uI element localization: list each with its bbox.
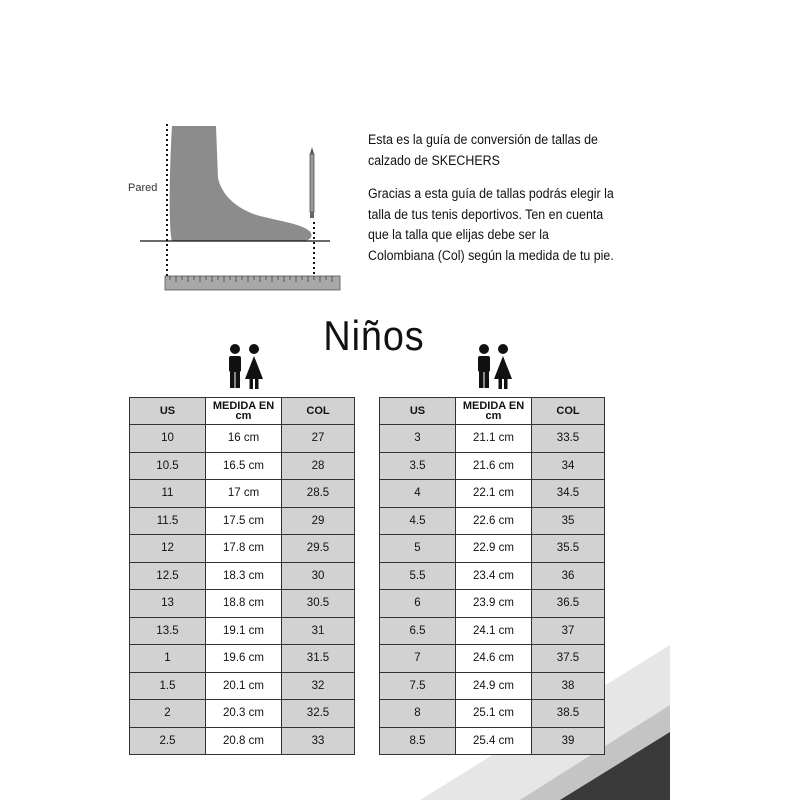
- table-header-row: [130, 398, 355, 425]
- cell-cm: 21.6 cm: [456, 452, 532, 480]
- cell-cm: 19.6 cm: [206, 645, 282, 673]
- cell-cm: 21.1 cm: [456, 425, 532, 453]
- cell-us: 3: [380, 425, 456, 453]
- cell-col: 32.5: [282, 700, 355, 728]
- cell-col: 37.5: [532, 645, 605, 673]
- table-row: [380, 590, 605, 618]
- table-row: [380, 562, 605, 590]
- cell-cm: 18.3 cm: [206, 562, 282, 590]
- cell-col: 30: [282, 562, 355, 590]
- header-us: US: [380, 398, 456, 425]
- cell-us: 4: [380, 480, 456, 508]
- cell-us: 1: [130, 645, 206, 673]
- cell-cm: 25.1 cm: [456, 700, 532, 728]
- cell-col: 35: [532, 507, 605, 535]
- cell-cm: 23.9 cm: [456, 590, 532, 618]
- table-row: [380, 617, 605, 645]
- cell-us: 2.5: [130, 727, 206, 755]
- cell-us: 11: [130, 480, 206, 508]
- wall-label: Pared: [128, 182, 158, 194]
- table-body: [380, 425, 605, 755]
- cell-col: 30.5: [282, 590, 355, 618]
- cell-col: 35.5: [532, 535, 605, 563]
- table-body: [130, 425, 355, 755]
- intro-paragraph-1: Esta es la guía de conversión de tallas de calzado de SKECHERS: [368, 132, 598, 168]
- cell-col: 29.5: [282, 535, 355, 563]
- cell-us: 12: [130, 535, 206, 563]
- cell-col: 38: [532, 672, 605, 700]
- table-row: [380, 425, 605, 453]
- cell-cm: 22.9 cm: [456, 535, 532, 563]
- cell-col: 32: [282, 672, 355, 700]
- cell-cm: 20.3 cm: [206, 700, 282, 728]
- foot-measuring-illustration: [120, 118, 350, 298]
- table-row: [380, 507, 605, 535]
- cell-us: 4.5: [380, 507, 456, 535]
- table-row: [130, 727, 355, 755]
- cell-cm: 24.6 cm: [456, 645, 532, 673]
- table-header-row: [380, 398, 605, 425]
- cell-col: 37: [532, 617, 605, 645]
- table-row: [130, 590, 355, 618]
- table-row: [130, 562, 355, 590]
- cell-cm: 22.1 cm: [456, 480, 532, 508]
- cell-col: 33: [282, 727, 355, 755]
- table-row: [130, 672, 355, 700]
- cell-cm: 24.9 cm: [456, 672, 532, 700]
- cell-col: 28: [282, 452, 355, 480]
- cell-col: 34.5: [532, 480, 605, 508]
- cell-cm: 24.1 cm: [456, 617, 532, 645]
- cell-us: 7: [380, 645, 456, 673]
- table-row: [130, 507, 355, 535]
- intro-paragraph-2: Gracias a esta guía de tallas podrás elegir la talla de tus tenis deportivos. Ten en cuenta que la talla que elijas debe ser la Colombiana (Col) según la medida de tu pie.: [368, 186, 614, 263]
- cell-us: 1.5: [130, 672, 206, 700]
- cell-us: 10.5: [130, 452, 206, 480]
- cell-col: 39: [532, 727, 605, 755]
- table-row: [130, 645, 355, 673]
- cell-us: 8: [380, 700, 456, 728]
- header-cm: MEDIDA EN cm: [456, 398, 532, 425]
- boy-girl-icon: [474, 343, 514, 391]
- header-cm: MEDIDA EN cm: [206, 398, 282, 425]
- cell-us: 13.5: [130, 617, 206, 645]
- cell-us: 8.5: [380, 727, 456, 755]
- table-row: [130, 425, 355, 453]
- ruler-icon: [165, 276, 340, 290]
- header-col: COL: [282, 398, 355, 425]
- cell-cm: 23.4 cm: [456, 562, 532, 590]
- cell-col: 34: [532, 452, 605, 480]
- table-row: [130, 480, 355, 508]
- header-col: COL: [532, 398, 605, 425]
- table-row: [130, 617, 355, 645]
- size-table-large: [379, 397, 605, 755]
- table-row: [380, 480, 605, 508]
- cell-col: 31.5: [282, 645, 355, 673]
- cell-us: 5: [380, 535, 456, 563]
- table-row: [380, 700, 605, 728]
- cell-us: 11.5: [130, 507, 206, 535]
- cell-col: 29: [282, 507, 355, 535]
- cell-col: 36.5: [532, 590, 605, 618]
- cell-col: 31: [282, 617, 355, 645]
- table-row: [380, 535, 605, 563]
- cell-cm: 22.6 cm: [456, 507, 532, 535]
- cell-col: 36: [532, 562, 605, 590]
- table-row: [130, 700, 355, 728]
- cell-cm: 17.5 cm: [206, 507, 282, 535]
- cell-cm: 16.5 cm: [206, 452, 282, 480]
- cell-us: 2: [130, 700, 206, 728]
- pencil-icon: [310, 147, 314, 218]
- cell-us: 6.5: [380, 617, 456, 645]
- boy-girl-icon: [225, 343, 265, 391]
- cell-col: 28.5: [282, 480, 355, 508]
- foot-icon: [170, 126, 312, 241]
- table-row: [380, 672, 605, 700]
- size-table-small: [129, 397, 355, 755]
- cell-col: 33.5: [532, 425, 605, 453]
- intro-text: [368, 130, 616, 279]
- table-row: [380, 645, 605, 673]
- cell-us: 12.5: [130, 562, 206, 590]
- cell-us: 5.5: [380, 562, 456, 590]
- cell-us: 6: [380, 590, 456, 618]
- table-row: [130, 535, 355, 563]
- cell-us: 10: [130, 425, 206, 453]
- cell-col: 27: [282, 425, 355, 453]
- cell-cm: 17.8 cm: [206, 535, 282, 563]
- cell-cm: 20.1 cm: [206, 672, 282, 700]
- cell-us: 7.5: [380, 672, 456, 700]
- cell-cm: 25.4 cm: [456, 727, 532, 755]
- page-title: Niños: [323, 312, 425, 359]
- cell-cm: 19.1 cm: [206, 617, 282, 645]
- table-row: [130, 452, 355, 480]
- cell-cm: 16 cm: [206, 425, 282, 453]
- cell-us: 3.5: [380, 452, 456, 480]
- table-row: [380, 452, 605, 480]
- cell-cm: 20.8 cm: [206, 727, 282, 755]
- cell-cm: 17 cm: [206, 480, 282, 508]
- header-us: US: [130, 398, 206, 425]
- table-row: [380, 727, 605, 755]
- cell-us: 13: [130, 590, 206, 618]
- cell-col: 38.5: [532, 700, 605, 728]
- cell-cm: 18.8 cm: [206, 590, 282, 618]
